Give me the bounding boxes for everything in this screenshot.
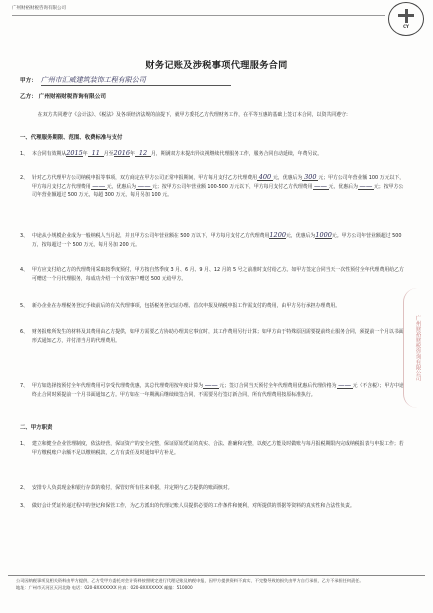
party-b-name: 广州财裕财税咨询有限公司 [38,94,106,100]
clause-number: 5、 [20,303,29,309]
clause-text: 元。甲方公司年营业额超过 500 万，按每超过一个 500 万元，每月另加 200 元。 [32,233,402,248]
clause-text: 建立和健全企业管理制度，依法经营，保证资产的安全完整，保证原始凭证的真实、合法、准确和完整，以便乙方能及时做账与每月报税期限内完成纳税报表与申报工作；若甲方缴税账户余额不足以缴纳税款，乙方有责任及时通知甲方补足。 [32,441,404,456]
clause-text: 年 [82,151,88,157]
clause-text: 新办企业在办理税务登记手续前后的有关代理事项，包括税务登记证办理、首次申报及纳税申报工作需支付的费用，由甲方另行承担办理费用。 [32,303,341,309]
fee-tier-a: —— [92,181,106,190]
clause-text: 月至 [103,151,114,157]
clause-number: 6、 [20,329,29,335]
clause-text: 元；按甲方公司年营业额 100-500 万元以下，甲方每月支付乙方代理费用 [152,183,313,190]
section2-title: 二、甲方职责 [20,425,53,431]
clause-number: 1、 [20,441,29,447]
section1-title: 一、代理服务期限、范围、收费标准与支付 [20,135,123,141]
clause-number: 2、 [20,175,29,181]
start-month: 11 [88,150,104,157]
end-month: 12 [135,150,151,157]
clause-text: 元，优惠后为 [272,175,303,181]
logo-text: CY [403,24,409,29]
footer-address: 地址：广州市天河区天河北路 电话：020-8XXXXXXX 传真：020-8XXXXXXX 邮编：510000 [16,585,193,591]
header-rule [12,15,385,16]
party-a-label: 甲方： [20,78,37,84]
clause-1-3 [20,232,407,249]
fee-annual-discount: —— [338,381,352,389]
clause-text: 中途从小规模企业成为一般纳税人当月起，并且甲方公司年营业额在 500 万以下，甲方每月支付乙方代理费用 [32,233,270,239]
clause-1-2 [20,174,407,200]
clause-number: 1、 [20,151,29,157]
clause-number: 3、 [20,233,29,239]
clause-text: 元；按甲方公司年营业额超过 500 万元，每超 300 万元，每月另加 100 元。 [32,183,404,199]
fee-tier-b: —— [314,181,328,190]
fee-general-taxpayer: 1200 [269,231,286,239]
fee-tier-b-discount: —— [359,181,373,190]
clause-text: 甲方应支付给乙方的代理费用采取按季度预付，甲方按自然季度 3 月、6 月、9 月、12 月的 5 号之前准时支付给乙方。如甲方签定合同当天一次性预付全年代理费用给乙方可赠送一个月代理服务，每成功介绍一个有效客户赠送 500 元给甲方。 [32,267,404,282]
footer-note: 公司因纳税事项及相关资料由甲方提供，乙方受甲方委托对会计资料按照规定进行代理记账及纳税申报，因甲方提供资料不真实、不完整导致的损失由甲方自行承担，乙方不承担任何责任。 [16,578,364,583]
clause-text: 元，优惠后为 [328,183,358,190]
end-year: 2016 [113,149,131,157]
clause-text: 元；甲方公司年营业额 100 万元以下，甲方每月支付乙方代理费用 [32,175,405,190]
page-footer [8,575,425,609]
party-b [20,92,106,100]
clause-text: 甲方如选择按预付全年代理费用可享受代理费优惠，其总代理费用按年度计算为 [32,383,204,389]
fee-general-taxpayer-discount: 1000 [315,231,332,239]
clause-text: 月，期满双方未提出异议视继续代理服务工作，服务合同自动延续，年费另议。 [150,151,323,157]
clause-1-5 [20,302,407,311]
fee-tier-a-discount: —— [137,181,151,190]
party-b-label: 乙方： [20,94,37,100]
clause-1-7 [20,382,407,399]
clause-number: 3、 [20,503,29,509]
clause-1-4 [20,266,407,283]
clause-text: 做好会计凭证传递过程中的登记和保管工作，为乙方派出的代理记账人员提供必要的工作条件和便利，对所提供的票据等资料的真实性和合法性负责。 [32,503,355,509]
clause-2-3 [20,502,407,511]
clause-1-1 [20,150,407,159]
clause-text: 元（不含税）；甲方中途终止合同时须提前一个月书面通知乙方。甲方如在一年期满后继续续签合同，不需要另行签订新合同，所有代理费用按原标准执行。 [32,383,404,398]
clause-text: 本合同有效期从 [32,151,67,157]
clause-number: 7、 [20,383,29,389]
clause-text: 元；签订合同当天预付全年代理费用优惠后代理价格为 [219,383,337,389]
side-seal-stamp: 广州财裕财税咨询有限公司 [403,288,431,408]
clause-text: 安排专人负责现金和银行存款的收付，保管好所有往来单据，并定期与乙方提供的账面核对。 [32,485,233,491]
document-title: 财务记账及涉税事项代理服务合同 [145,60,288,71]
fee-monthly: 400 [258,173,272,181]
clause-1-6 [20,328,407,345]
company-logo [388,2,424,36]
clause-text: 年 [130,151,135,157]
intro-paragraph: 在双方共同遵守《会计法》、《税法》及各项经济法规的前提下，就甲方委托乙方代理财务工作，在平等互惠的基础上签订本合同，以资共同遵守： [37,112,351,118]
fee-annual: —— [204,381,218,389]
party-a [20,75,231,86]
clause-text: 财务报账所发生的材料及其费用由乙方提供，如甲方需要乙方协助办理其它事宜时，其工作费用另行计算；如甲方由于特殊原因需要提前终止服务合同，须提前一个月以书面形式通知乙方，并付清当月的代理费用。 [32,329,404,344]
clause-number: 2、 [20,485,29,491]
clause-text: 元，优惠后为 [285,233,316,239]
party-a-name: 广州市汇威建筑装饰工程有限公司 [41,75,231,86]
clause-text: 元，优惠后为 [106,183,137,190]
logo-mark-icon [397,9,415,23]
clause-text: 针对乙方代理甲方公司纳税申报等事项，双方商定在甲方公司正常申报期间，甲方每月支付乙方代理费用 [32,175,257,181]
clause-2-1 [20,440,407,457]
clause-number: 4、 [20,267,29,273]
fee-monthly-discount: 300 [304,173,317,181]
header-company: 广州财裕财税咨询有限公司 [12,6,66,11]
clause-2-2 [20,484,407,493]
start-year: 2015 [66,149,83,157]
